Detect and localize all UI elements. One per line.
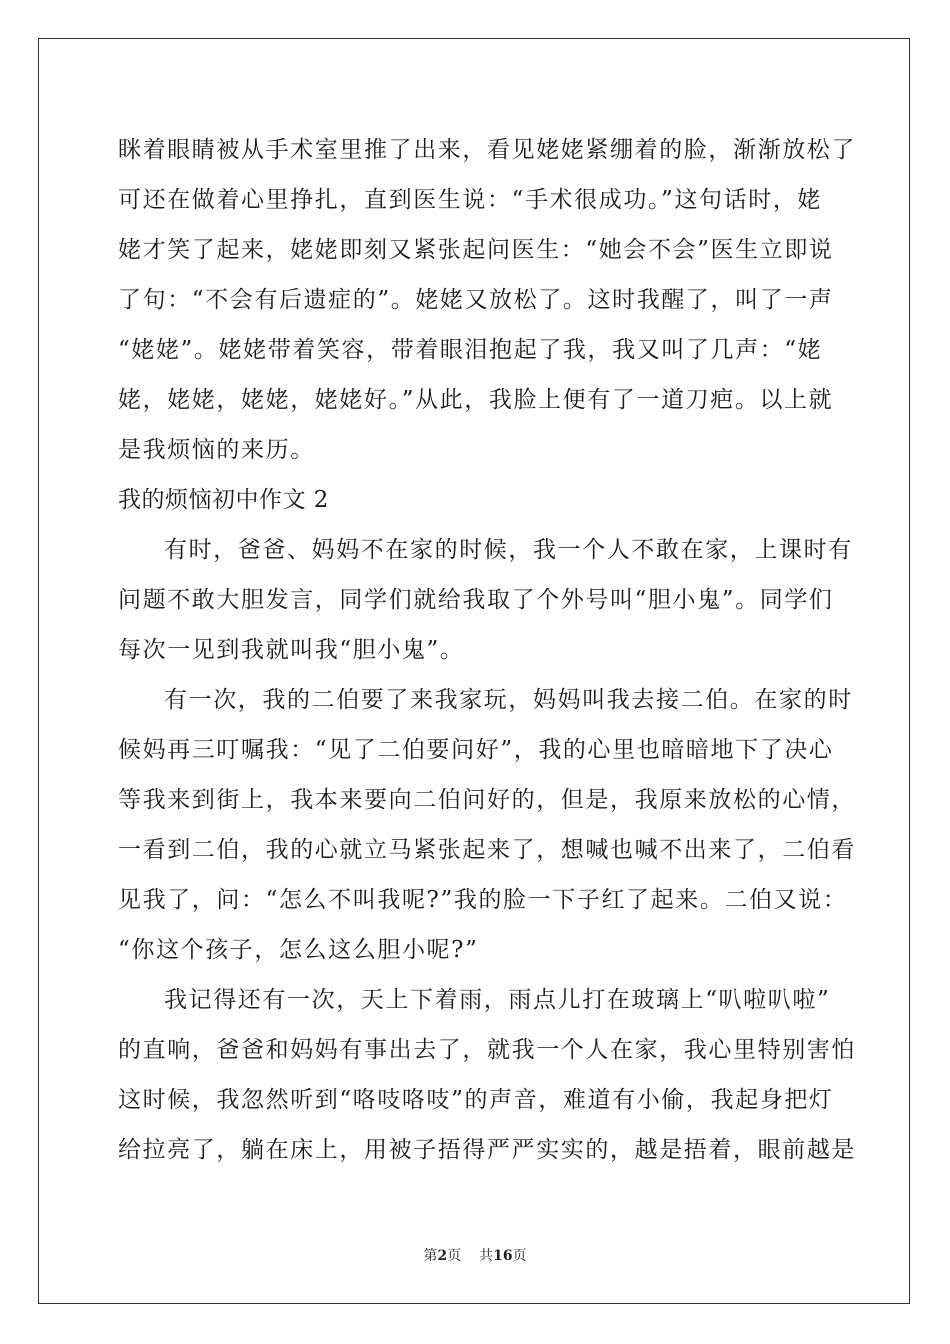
- document-body: [118, 130, 856, 1180]
- text-line: 姥，姥姥，姥姥，姥姥好。”从此，我脸上便有了一道刀疤。以上就: [118, 387, 834, 413]
- text-line: 这时候，我忽然听到“咯吱咯吱”的声音，难道有小偷，我起身把灯: [118, 1087, 834, 1113]
- footer-page-prefix: 第: [423, 1248, 438, 1264]
- text-line: 我记得还有一次，天上下着雨，雨点儿打在玻璃上“叭啦叭啦”: [164, 987, 831, 1013]
- footer-page-total: 16: [493, 1248, 513, 1264]
- text-line: 有时，爸爸、妈妈不在家的时候，我一个人不敢在家，上课时有: [164, 537, 853, 563]
- footer-total-prefix: 共: [479, 1248, 494, 1264]
- page-footer: [0, 1245, 950, 1265]
- text-line: 等我来到街上，我本来要向二伯问好的，但是，我原来放松的心情，: [118, 787, 856, 813]
- text-line: 有一次，我的二伯要了来我家玩，妈妈叫我去接二伯。在家的时: [164, 687, 853, 713]
- text-line: 是我烦恼的来历。: [118, 437, 315, 463]
- text-line: 一看到二伯，我的心就立马紧张起来了，想喊也喊不出来了，二伯看: [118, 837, 856, 863]
- footer-page-current: 2: [437, 1248, 448, 1264]
- text-line: “你这个孩子，怎么这么胆小呢?”: [118, 937, 479, 963]
- text-line: 姥才笑了起来，姥姥即刻又紧张起问医生：“她会不会”医生立即说: [118, 237, 834, 263]
- text-line: 候妈再三叮嘱我：“见了二伯要问好”，我的心里也暗暗地下了决心: [118, 737, 834, 763]
- footer-page-unit: 页: [447, 1248, 462, 1264]
- text-line: 的直响，爸爸和妈妈有事出去了，就我一个人在家，我心里特别害怕: [118, 1037, 856, 1063]
- text-line: 可还在做着心里挣扎，直到医生说：“手术很成功。”这句话时，姥: [118, 187, 823, 213]
- text-line: “姥姥”。姥姥带着笑容，带着眼泪抱起了我，我又叫了几声：“姥: [118, 337, 823, 363]
- text-line: 每次一见到我就叫我“胆小鬼”。: [118, 637, 465, 663]
- section-heading: 我的烦恼初中作文 2: [118, 487, 329, 513]
- text-line: 眯着眼睛被从手术室里推了出来，看见姥姥紧绷着的脸，渐渐放松了: [118, 137, 856, 163]
- text-line: 给拉亮了，躺在床上，用被子捂得严严实实的，越是捂着，眼前越是: [118, 1137, 856, 1163]
- text-line: 问题不敢大胆发言，同学们就给我取了个外号叫“胆小鬼”。同学们: [118, 587, 834, 613]
- text-line: 了句：“不会有后遗症的”。姥姥又放松了。这时我醒了，叫了一声: [118, 287, 834, 313]
- text-line: 见我了，问：“怎么不叫我呢?”我的脸一下子红了起来。二伯又说：: [118, 887, 848, 913]
- footer-total-unit: 页: [512, 1248, 527, 1264]
